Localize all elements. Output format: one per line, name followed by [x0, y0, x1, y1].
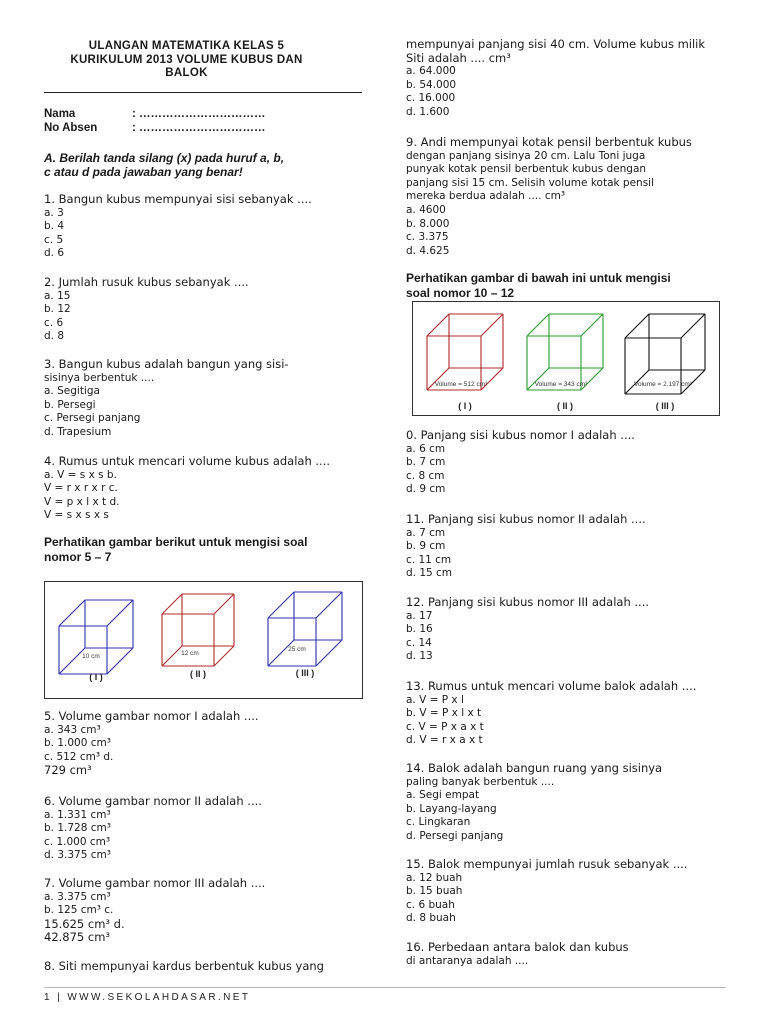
answer-option: panjang sisi 15 cm. Selisih volume kotak pensil [406, 176, 655, 189]
question-text: 15.625 cm³ d. [44, 916, 125, 931]
answer-option: mereka berdua adalah .... cm³ [406, 190, 566, 203]
answer-option: b. 125 cm³ c. [44, 904, 114, 917]
answer-option: V = r x r x r c. [44, 482, 118, 495]
answer-option: c. 11 cm [406, 553, 452, 566]
answer-option: b. V = P x l x t [406, 707, 482, 720]
answer-option: a. V = P x l [406, 693, 464, 706]
answer-option: a. 12 buah [406, 871, 463, 884]
answer-option: a. 1.331 cm³ [44, 808, 111, 821]
answer-option: d. 1.600 [406, 105, 450, 118]
question-text: 2. Jumlah rusuk kubus sebanyak .... [44, 275, 249, 289]
answer-option: b. Layang-layang [406, 802, 497, 815]
question-block [44, 455, 330, 523]
question-block [44, 960, 324, 974]
cube [268, 592, 342, 666]
figure-cubes-10-12 [412, 301, 720, 416]
cube-label: ( II ) [190, 669, 206, 679]
question-text: 13. Rumus untuk mencari volume balok adalah .... [406, 679, 697, 693]
cube [59, 600, 133, 674]
cube-edge [316, 592, 342, 618]
answer-option: di antaranya adalah .... [406, 954, 529, 967]
answer-option: a. Segitiga [44, 385, 100, 398]
cube-edge [107, 600, 133, 626]
answer-option: d. Persegi panjang [406, 829, 504, 842]
question-block [406, 858, 687, 926]
answer-option: c. 8 cm [406, 469, 445, 482]
question-text: 16. Perbedaan antara balok dan kubus [406, 940, 629, 954]
answer-option: d. 9 cm [406, 483, 446, 496]
answer-option: c. V = P x a x t [406, 720, 484, 733]
cubes-diagram [45, 582, 362, 698]
instruction-text: A. Berilah tanda silang (x) pada huruf a, b, c atau d pada jawaban yang benar! [44, 151, 285, 179]
answer-option: b. Persegi [44, 398, 96, 411]
answer-option: d. Trapesium [44, 425, 112, 438]
answer-option: a. 15 [44, 289, 71, 302]
answer-option: d. 4.625 [406, 244, 450, 257]
question-text: 14. Balok adalah bangun ruang yang sisinya [406, 761, 663, 775]
question-block [44, 276, 249, 344]
cube-label: ( I ) [89, 672, 103, 682]
cube-caption: 10 cm [82, 653, 100, 660]
cube [527, 314, 603, 390]
cube-caption: Volume = 2.197 cm³ [634, 381, 692, 388]
cube-caption: Volume = 512 cm³ [434, 381, 488, 388]
question-block [44, 193, 312, 261]
cube-edge [59, 600, 85, 626]
answer-option: c. 512 cm³ d. [44, 750, 114, 763]
question-text: 1. Bangun kubus mempunyai sisi sebanyak .... [44, 192, 312, 206]
footer-divider [44, 987, 726, 988]
question-text: 15. Balok mempunyai jumlah rusuk sebanyak .... [406, 857, 688, 871]
cube-edge [214, 646, 234, 666]
title-divider [44, 92, 362, 93]
question-text: Siti adalah .... cm³ [406, 50, 511, 65]
question-text: 12. Panjang sisi kubus nomor III adalah .... [406, 595, 650, 609]
question-text: 0. Panjang sisi kubus nomor I adalah .... [406, 428, 635, 442]
cubes-diagram [413, 302, 719, 415]
answer-option: b. 7 cm [406, 456, 446, 469]
answer-option: a. 6 cm [406, 442, 446, 455]
cube-label: ( III ) [295, 668, 315, 678]
answer-option: d. 8 buah [406, 912, 456, 925]
cube-label: ( II ) [557, 401, 573, 411]
question-block [406, 596, 649, 664]
figure-cubes-5-7 [44, 581, 363, 699]
answer-option: b. 15 buah [406, 885, 463, 898]
answer-option: b. 1.000 cm³ [44, 737, 111, 750]
name-field: Nama : …………………………… [44, 108, 266, 120]
answer-option: c. Persegi panjang [44, 412, 141, 425]
answer-option: b. 1.728 cm³ [44, 822, 111, 835]
cube-edge [316, 640, 342, 666]
cube-caption: 12 cm [181, 650, 199, 657]
answer-option: d. 6 [44, 247, 65, 260]
question-block [406, 136, 692, 258]
question-block [44, 795, 262, 863]
answer-option: d. 13 [406, 650, 433, 663]
question-block [44, 877, 265, 945]
cube-caption: 25 cm [288, 646, 306, 653]
question-block [406, 762, 662, 844]
cube-edge [268, 592, 294, 618]
answer-option: c. 6 buah [406, 898, 455, 911]
answer-option: dengan panjang sisinya 20 cm. Lalu Toni juga [406, 149, 646, 162]
question-block [44, 358, 289, 440]
question-block [406, 429, 635, 497]
cube [427, 314, 503, 390]
answer-option: a. 4600 [406, 203, 446, 216]
answer-option: b. 12 [44, 303, 71, 316]
cube-edge [162, 594, 182, 614]
cube-edge [481, 314, 503, 336]
question-text: 8. Siti mempunyai kardus berbentuk kubus yang [44, 959, 324, 973]
cube-edge [107, 648, 133, 674]
question-text: 4. Rumus untuk mencari volume kubus adalah .... [44, 454, 331, 468]
question-text: 11. Panjang sisi kubus nomor II adalah .... [406, 512, 646, 526]
answer-option: a. 17 [406, 609, 433, 622]
question-text: 6. Volume gambar nomor II adalah .... [44, 794, 262, 808]
answer-option: c. 3.375 [406, 231, 449, 244]
question-text: 5. Volume gambar nomor I adalah .... [44, 709, 259, 723]
question-block [406, 680, 696, 748]
answer-option: d. 3.375 cm³ [44, 849, 111, 862]
answer-option: c. 16.000 [406, 92, 456, 105]
question-block [406, 38, 705, 120]
question-block [44, 710, 259, 778]
question-text: 729 cm³ [44, 763, 92, 778]
cube-edge [681, 314, 705, 338]
answer-option: V = p x l x t d. [44, 495, 120, 508]
question-text: 3. Bangun kubus adalah bangun yang sisi- [44, 357, 289, 371]
cube-label: ( I ) [458, 401, 472, 411]
question-block [406, 941, 629, 968]
cube-edge [162, 646, 182, 666]
cube-edge [268, 640, 294, 666]
answer-option: a. V = s x s b. [44, 468, 117, 481]
answer-option: c. 6 [44, 316, 64, 329]
cube-label: ( III ) [655, 401, 675, 411]
cube-edge [214, 594, 234, 614]
answer-option: sisinya berbentuk .... [44, 371, 155, 384]
question-text: 42.875 cm³ [44, 930, 111, 945]
answer-option: paling banyak berbentuk .... [406, 775, 555, 788]
cube-edge [59, 648, 85, 674]
answer-option: a. 64.000 [406, 65, 456, 78]
cube-edge [581, 314, 603, 336]
answer-option: a. 3 [44, 206, 64, 219]
answer-option: d. 8 [44, 330, 65, 343]
answer-option: a. Segi empat [406, 789, 480, 802]
question-block [406, 513, 646, 581]
answer-option: b. 9 cm [406, 540, 446, 553]
answer-option: c. 1.000 cm³ [44, 835, 111, 848]
answer-option: b. 4 [44, 220, 65, 233]
footer-text: 1 | WWW.SEKOLAHDASAR.NET [44, 992, 251, 1003]
cube-edge [527, 314, 549, 336]
answer-option: b. 54.000 [406, 78, 457, 91]
cube-caption: Volume = 343 cm³ [534, 381, 588, 388]
cube-edge [427, 314, 449, 336]
answer-option: d. V = r x a x t [406, 734, 483, 747]
answer-option: c. 5 [44, 233, 64, 246]
figure-instruction-10-12: Perhatikan gambar di bawah ini untuk mengisi soal nomor 10 – 12 [406, 271, 671, 300]
answer-option: c. 14 [406, 636, 432, 649]
absent-number-field: No Absen : …………………………… [44, 122, 266, 134]
answer-option: a. 3.375 cm³ [44, 890, 111, 903]
question-text: mempunyai panjang sisi 40 cm. Volume kubus milik [406, 37, 706, 51]
question-text: 7. Volume gambar nomor III adalah .... [44, 876, 266, 890]
page-title: ULANGAN MATEMATIKA KELAS 5 KURIKULUM 2013 VOLUME KUBUS DAN BALOK [70, 40, 303, 79]
answer-option: d. 15 cm [406, 567, 453, 580]
answer-option: c. Lingkaran [406, 816, 471, 829]
answer-option: b. 8.000 [406, 217, 450, 230]
cube-edge [625, 314, 649, 338]
question-text: 9. Andi mempunyai kotak pensil berbentuk kubus [406, 135, 692, 149]
answer-option: b. 16 [406, 623, 433, 636]
answer-option: a. 343 cm³ [44, 723, 101, 736]
answer-option: punyak kotak pensil berbentuk kubus dengan [406, 163, 647, 176]
answer-option: V = s x s x s [44, 509, 109, 522]
figure-instruction-5-7: Perhatikan gambar berikut untuk mengisi soal nomor 5 – 7 [44, 535, 308, 564]
answer-option: a. 7 cm [406, 526, 446, 539]
